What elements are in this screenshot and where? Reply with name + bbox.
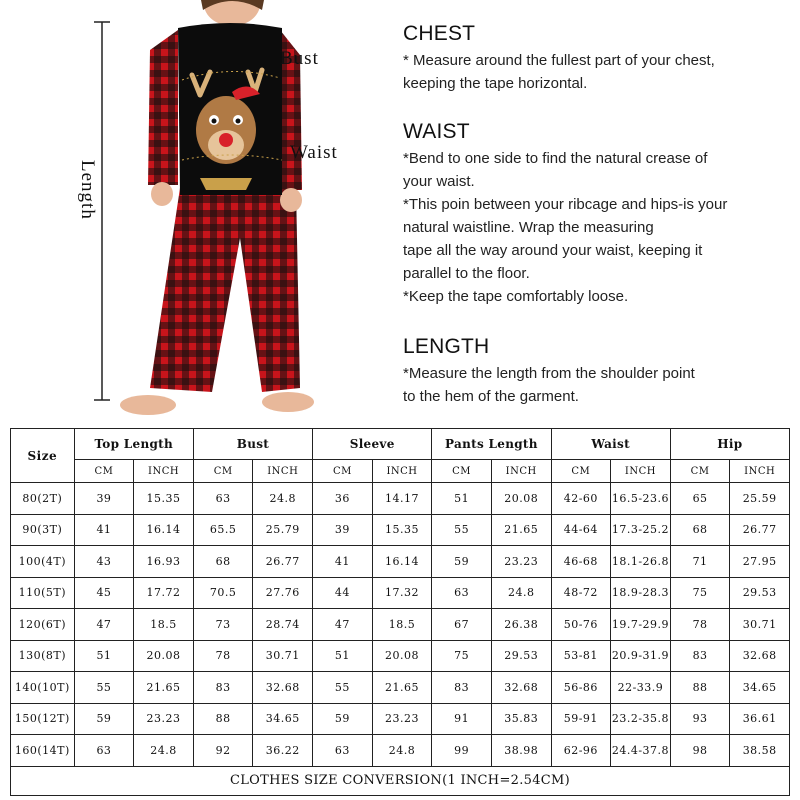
table-cell: 30.71 — [730, 609, 790, 641]
left-foot — [120, 395, 176, 415]
unit-header: INCH — [730, 460, 790, 483]
table-cell: 71 — [670, 546, 730, 578]
size-table-body — [11, 483, 790, 767]
table-cell: 16.14 — [134, 514, 194, 546]
size-chart-table — [10, 428, 790, 796]
table-cell: 63 — [193, 483, 253, 515]
table-cell: 29.53 — [491, 640, 551, 672]
table-cell: 46-68 — [551, 546, 611, 578]
table-cell: 34.65 — [253, 703, 313, 735]
table-cell: 18.5 — [134, 609, 194, 641]
table-cell: 18.5 — [372, 609, 432, 641]
table-cell: 55 — [313, 672, 373, 704]
table-cell: 44 — [313, 577, 373, 609]
unit-header: CM — [74, 460, 134, 483]
unit-header: CM — [193, 460, 253, 483]
table-cell: 15.35 — [134, 483, 194, 515]
length-line: to the hem of the garment. — [403, 388, 579, 405]
table-cell: 62-96 — [551, 735, 611, 767]
table-cell: 68 — [670, 514, 730, 546]
table-cell: 16.5-23.6 — [611, 483, 671, 515]
table-cell: 32.68 — [253, 672, 313, 704]
table-cell: 65 — [670, 483, 730, 515]
group-header: Waist — [551, 429, 670, 460]
table-row — [11, 609, 790, 641]
table-cell: 43 — [74, 546, 134, 578]
length-instructions — [403, 335, 695, 408]
table-cell: 78 — [193, 640, 253, 672]
table-cell: 18.1-26.8 — [611, 546, 671, 578]
table-cell: 24.8 — [372, 735, 432, 767]
size-cell: 160(14T) — [11, 735, 75, 767]
unit-header: INCH — [611, 460, 671, 483]
length-heading: LENGTH — [403, 335, 490, 358]
table-cell: 15.35 — [372, 514, 432, 546]
footer-row — [11, 766, 790, 795]
group-header: Sleeve — [313, 429, 432, 460]
unit-header: CM — [313, 460, 373, 483]
size-header: Size — [11, 429, 75, 483]
table-cell: 21.65 — [491, 514, 551, 546]
table-cell: 93 — [670, 703, 730, 735]
right-foot — [262, 392, 314, 412]
size-cell: 100(4T) — [11, 546, 75, 578]
table-cell: 70.5 — [193, 577, 253, 609]
group-header: Pants Length — [432, 429, 551, 460]
table-cell: 51 — [432, 483, 492, 515]
table-cell: 17.3-25.2 — [611, 514, 671, 546]
table-cell: 32.68 — [491, 672, 551, 704]
table-cell: 26.38 — [491, 609, 551, 641]
unit-header-row — [11, 460, 790, 483]
chest-heading: CHEST — [403, 22, 476, 45]
table-cell: 16.93 — [134, 546, 194, 578]
table-row — [11, 640, 790, 672]
table-row — [11, 703, 790, 735]
table-cell: 26.77 — [253, 546, 313, 578]
unit-header: INCH — [134, 460, 194, 483]
table-cell: 65.5 — [193, 514, 253, 546]
table-cell: 44-64 — [551, 514, 611, 546]
table-cell: 21.65 — [134, 672, 194, 704]
table-cell: 75 — [670, 577, 730, 609]
table-cell: 83 — [432, 672, 492, 704]
table-row — [11, 577, 790, 609]
table-cell: 24.8 — [253, 483, 313, 515]
table-cell: 55 — [74, 672, 134, 704]
table-cell: 22-33.9 — [611, 672, 671, 704]
table-cell: 14.17 — [372, 483, 432, 515]
table-cell: 24.4-37.8 — [611, 735, 671, 767]
table-cell: 67 — [432, 609, 492, 641]
pajama-model-illustration — [0, 0, 380, 425]
unit-header: INCH — [372, 460, 432, 483]
chest-line: * Measure around the fullest part of your chest, — [403, 52, 715, 69]
waist-line: *This poin between your ribcage and hips-is your — [403, 196, 728, 213]
table-cell: 83 — [670, 640, 730, 672]
unit-header: CM — [432, 460, 492, 483]
table-cell: 53-81 — [551, 640, 611, 672]
table-cell: 36.61 — [730, 703, 790, 735]
table-cell: 23.2-35.8 — [611, 703, 671, 735]
size-cell: 150(12T) — [11, 703, 75, 735]
model-head — [200, 0, 265, 26]
table-cell: 47 — [313, 609, 373, 641]
waist-line: parallel to the floor. — [403, 265, 530, 282]
size-cell: 80(2T) — [11, 483, 75, 515]
table-cell: 26.77 — [730, 514, 790, 546]
table-row — [11, 483, 790, 515]
table-cell: 27.76 — [253, 577, 313, 609]
table-cell: 17.72 — [134, 577, 194, 609]
table-cell: 78 — [670, 609, 730, 641]
table-cell: 24.8 — [491, 577, 551, 609]
waist-line: *Bend to one side to find the natural crease of — [403, 150, 708, 167]
waist-label: Waist — [290, 142, 338, 163]
table-cell: 28.74 — [253, 609, 313, 641]
unit-header: CM — [670, 460, 730, 483]
group-header: Bust — [193, 429, 312, 460]
table-cell: 36.22 — [253, 735, 313, 767]
size-cell: 90(3T) — [11, 514, 75, 546]
left-hand — [151, 182, 173, 206]
waist-instructions — [403, 120, 727, 308]
table-row — [11, 735, 790, 767]
table-cell: 92 — [193, 735, 253, 767]
table-cell: 83 — [193, 672, 253, 704]
table-cell: 24.8 — [134, 735, 194, 767]
table-cell: 19.7-29.9 — [611, 609, 671, 641]
table-cell: 42-60 — [551, 483, 611, 515]
table-cell: 47 — [74, 609, 134, 641]
unit-header: INCH — [253, 460, 313, 483]
size-cell: 140(10T) — [11, 672, 75, 704]
table-cell: 99 — [432, 735, 492, 767]
table-cell: 34.65 — [730, 672, 790, 704]
table-cell: 63 — [432, 577, 492, 609]
table-cell: 27.95 — [730, 546, 790, 578]
size-cell: 110(5T) — [11, 577, 75, 609]
table-cell: 25.59 — [730, 483, 790, 515]
waist-heading: WAIST — [403, 120, 470, 143]
table-cell: 59 — [313, 703, 373, 735]
table-cell: 59 — [432, 546, 492, 578]
size-cell: 120(6T) — [11, 609, 75, 641]
unit-header: INCH — [491, 460, 551, 483]
table-cell: 38.98 — [491, 735, 551, 767]
table-cell: 50-76 — [551, 609, 611, 641]
table-cell: 68 — [193, 546, 253, 578]
table-cell: 20.08 — [372, 640, 432, 672]
table-cell: 59 — [74, 703, 134, 735]
conversion-note: CLOTHES SIZE CONVERSION(1 INCH=2.54CM) — [11, 766, 790, 795]
table-cell: 63 — [74, 735, 134, 767]
table-cell: 41 — [74, 514, 134, 546]
waist-line: tape all the way around your waist, keeping it — [403, 242, 703, 259]
table-cell: 38.58 — [730, 735, 790, 767]
table-cell: 16.14 — [372, 546, 432, 578]
size-cell: 130(8T) — [11, 640, 75, 672]
model-figure — [0, 0, 380, 425]
group-header: Top Length — [74, 429, 193, 460]
table-cell: 75 — [432, 640, 492, 672]
table-cell: 18.9-28.3 — [611, 577, 671, 609]
table-cell: 55 — [432, 514, 492, 546]
length-label: Length — [77, 160, 98, 220]
chest-instructions — [403, 22, 715, 95]
table-cell: 23.23 — [134, 703, 194, 735]
table-cell: 63 — [313, 735, 373, 767]
group-header-row — [11, 429, 790, 460]
table-cell: 32.68 — [730, 640, 790, 672]
table-row — [11, 672, 790, 704]
table-cell: 20.08 — [491, 483, 551, 515]
waist-line: natural waistline. Wrap the measuring — [403, 219, 654, 236]
table-cell: 21.65 — [372, 672, 432, 704]
table-cell: 23.23 — [372, 703, 432, 735]
waist-line: your waist. — [403, 173, 475, 190]
table-cell: 88 — [670, 672, 730, 704]
table-cell: 30.71 — [253, 640, 313, 672]
table-cell: 91 — [432, 703, 492, 735]
table-cell: 41 — [313, 546, 373, 578]
table-cell: 88 — [193, 703, 253, 735]
table-cell: 20.08 — [134, 640, 194, 672]
table-cell: 39 — [74, 483, 134, 515]
table-cell: 51 — [313, 640, 373, 672]
table-cell: 25.79 — [253, 514, 313, 546]
waist-line: *Keep the tape comfortably loose. — [403, 288, 629, 305]
table-cell: 56-86 — [551, 672, 611, 704]
table-cell: 36 — [313, 483, 373, 515]
table-cell: 59-91 — [551, 703, 611, 735]
chest-line: keeping the tape horizontal. — [403, 75, 588, 92]
table-cell: 48-72 — [551, 577, 611, 609]
unit-header: CM — [551, 460, 611, 483]
table-cell: 20.9-31.9 — [611, 640, 671, 672]
table-cell: 45 — [74, 577, 134, 609]
table-row — [11, 514, 790, 546]
pajama-pants — [150, 188, 300, 392]
left-sleeve — [148, 30, 178, 185]
group-header: Hip — [670, 429, 789, 460]
length-line: *Measure the length from the shoulder point — [403, 365, 695, 382]
table-cell: 23.23 — [491, 546, 551, 578]
table-cell: 29.53 — [730, 577, 790, 609]
table-cell: 39 — [313, 514, 373, 546]
table-cell: 73 — [193, 609, 253, 641]
table-cell: 35.83 — [491, 703, 551, 735]
table-cell: 98 — [670, 735, 730, 767]
bust-label: Bust — [280, 48, 319, 69]
right-hand — [280, 188, 302, 212]
table-row — [11, 546, 790, 578]
table-cell: 17.32 — [372, 577, 432, 609]
table-cell: 51 — [74, 640, 134, 672]
